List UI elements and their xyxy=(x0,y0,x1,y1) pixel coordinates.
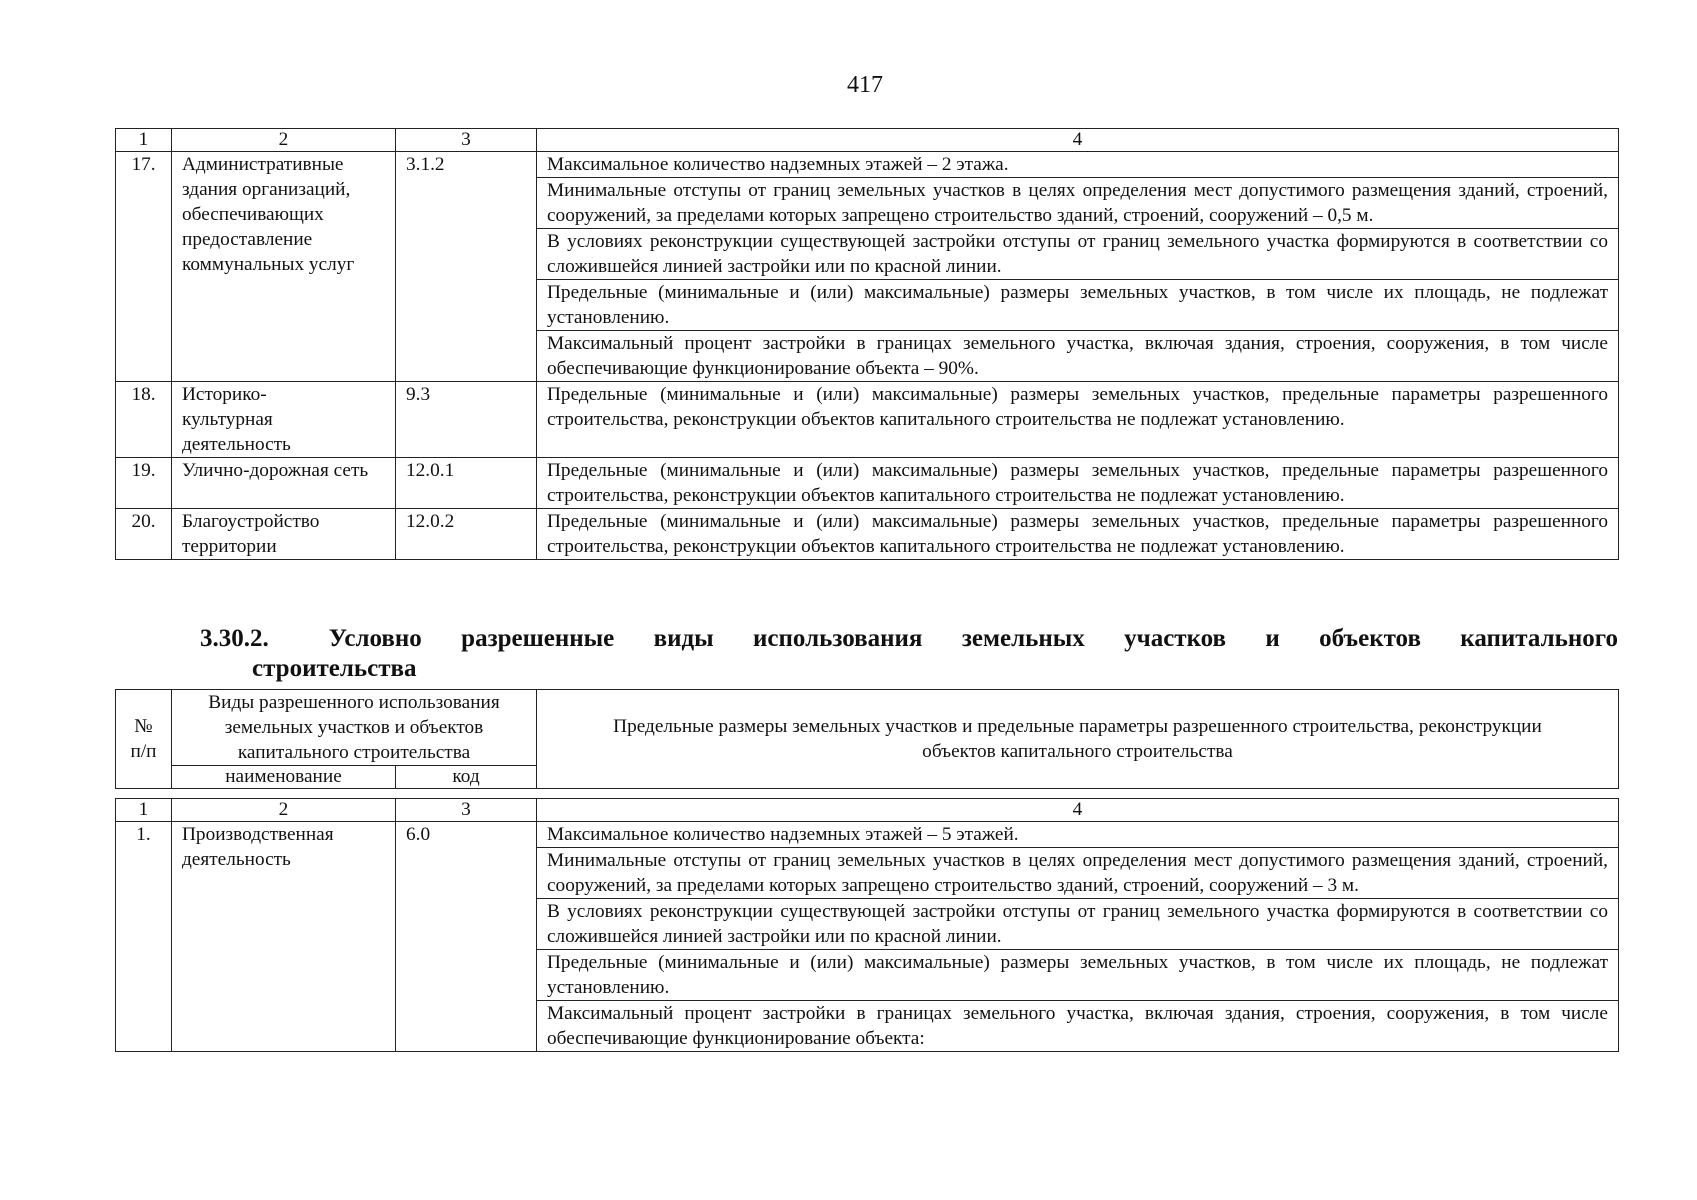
column-number: 2 xyxy=(172,129,396,152)
conditional-use-table xyxy=(115,798,1619,1052)
column-number-row xyxy=(116,129,1619,152)
use-type-name: Административные здания организаций, обеспечивающих предоставление коммунальных услуг xyxy=(172,152,396,382)
page-number: 417 xyxy=(847,72,883,98)
name-column-header: наименование xyxy=(172,766,396,789)
use-type-code: 12.0.2 xyxy=(396,509,537,560)
table-row xyxy=(116,509,1619,560)
code-column-header: код xyxy=(396,766,537,789)
num-column-header-text: № п/п xyxy=(130,716,157,762)
table-row xyxy=(116,822,1619,848)
use-type-name-text: Улично-дорожная сеть xyxy=(182,460,369,481)
table-row xyxy=(116,382,1619,458)
use-type-code: 9.3 xyxy=(396,382,537,458)
use-type-code: 12.0.1 xyxy=(396,458,537,509)
parameter-text: В условиях реконструкции существующей застройки отступы от границ земельного участка формируются в соответствии со сложившейся линией застройки или по красной линии. xyxy=(537,899,1619,950)
section-title-line1: Условно разрешенные виды использования земельных участков и объектов капитального xyxy=(328,625,1618,652)
use-type-code: 6.0 xyxy=(396,822,537,1052)
column-number: 4 xyxy=(537,799,1619,822)
section-number: 3.30.2. xyxy=(200,625,269,652)
limits-header xyxy=(537,690,1619,789)
column-number: 3 xyxy=(396,799,537,822)
use-type-name-text: Историко-культурная деятельность xyxy=(182,384,291,455)
column-number: 1 xyxy=(116,799,172,822)
use-type-name xyxy=(172,458,396,509)
use-type-code: 3.1.2 xyxy=(396,152,537,382)
column-number: 2 xyxy=(172,799,396,822)
use-types-header: Виды разрешенного использования земельных участков и объектов капитального строительства xyxy=(172,690,537,766)
parameter-text: Предельные (минимальные и (или) максимальные) размеры земельных участков, предельные параметры разрешенного строительства, реконструкции объектов капитального строительства не подлежат установлению. xyxy=(537,382,1619,458)
column-number-row xyxy=(116,799,1619,822)
parameter-text: Предельные (минимальные и (или) максимальные) размеры земельных участков, в том числе их площадь, не подлежат установлению. xyxy=(537,950,1619,1001)
parameter-text: Минимальные отступы от границ земельных участков в целях определения мест допустимого размещения зданий, строений, сооружений, за пределами которых запрещено строительство зданий, строений, сооружений – 0,5 м. xyxy=(537,178,1619,229)
parameter-text: Минимальные отступы от границ земельных участков в целях определения мест допустимого размещения зданий, строений, сооружений, за пределами которых запрещено строительство зданий, строений, сооружений – 3 м. xyxy=(537,848,1619,899)
column-number: 1 xyxy=(116,129,172,152)
column-number: 4 xyxy=(537,129,1619,152)
parameter-text: Максимальное количество надземных этажей – 5 этажей. xyxy=(537,822,1619,848)
row-number: 18. xyxy=(116,382,172,458)
use-type-name xyxy=(172,509,396,560)
table-row xyxy=(116,458,1619,509)
conditional-use-table-header xyxy=(115,689,1619,789)
limits-header-text: Предельные размеры земельных участков и предельные параметры разрешенного строительства, реконструкции объектов капитального строительства xyxy=(613,716,1542,762)
parameter-text: Предельные (минимальные и (или) максимальные) размеры земельных участков, предельные параметры разрешенного строительства, реконструкции объектов капитального строительства не подлежат установлению. xyxy=(537,458,1619,509)
row-number: 17. xyxy=(116,152,172,382)
row-number: 19. xyxy=(116,458,172,509)
parameter-text: Максимальное количество надземных этажей – 2 этажа. xyxy=(537,152,1619,178)
parameter-text: Максимальный процент застройки в границах земельного участка, включая здания, строения, сооружения, в том числе обеспечивающие функционирование объекта – 90%. xyxy=(537,331,1619,382)
section-title-line2: строительства xyxy=(252,655,417,682)
num-column-header xyxy=(116,690,172,789)
use-type-name-text: Благоустройство территории xyxy=(182,511,320,557)
parameter-text: Предельные (минимальные и (или) максимальные) размеры земельных участков, предельные параметры разрешенного строительства, реконструкции объектов капитального строительства не подлежат установлению. xyxy=(537,509,1619,560)
use-type-name xyxy=(172,382,396,458)
use-type-name xyxy=(172,822,396,1052)
section-heading xyxy=(200,624,1618,684)
land-use-table-continuation xyxy=(115,128,1619,560)
table-row xyxy=(116,152,1619,178)
row-number: 1. xyxy=(116,822,172,1052)
parameter-text: Предельные (минимальные и (или) максимальные) размеры земельных участков, в том числе их площадь, не подлежат установлению. xyxy=(537,280,1619,331)
use-type-name-text: Производственная деятельность xyxy=(182,824,334,870)
column-number: 3 xyxy=(396,129,537,152)
parameter-text: Максимальный процент застройки в границах земельного участка, включая здания, строения, сооружения, в том числе обеспечивающие функционирование объекта: xyxy=(537,1001,1619,1052)
row-number: 20. xyxy=(116,509,172,560)
parameter-text: В условиях реконструкции существующей застройки отступы от границ земельного участка формируются в соответствии со сложившейся линией застройки или по красной линии. xyxy=(537,229,1619,280)
header-row xyxy=(116,690,1619,766)
